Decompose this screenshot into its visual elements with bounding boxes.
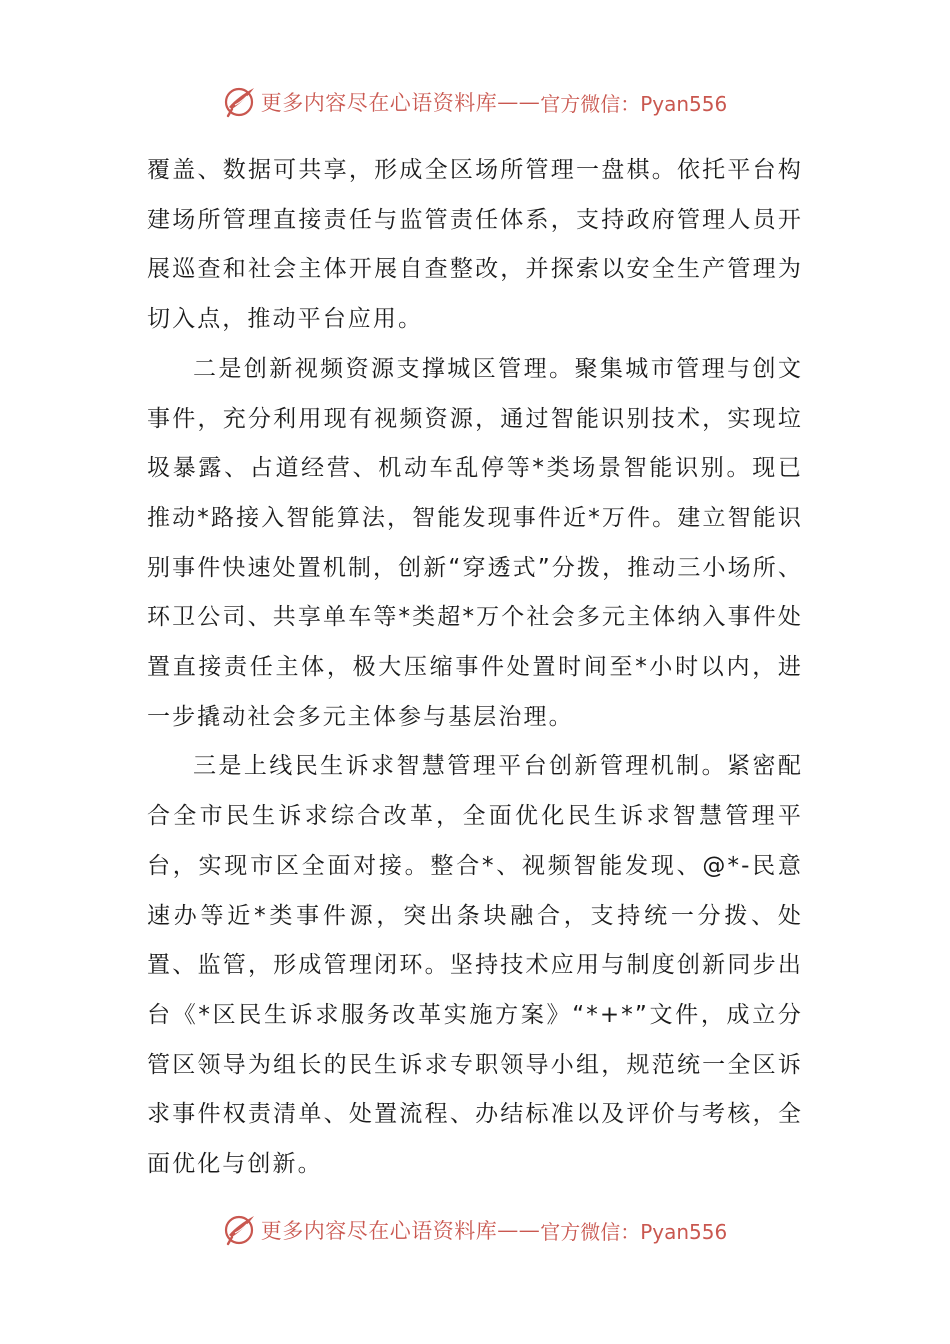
watermark-main-text: 更多内容尽在心语资料库	[260, 91, 498, 115]
quill-logo-icon	[223, 85, 257, 119]
document-body	[147, 146, 803, 1190]
watermark-dash: ——	[497, 1218, 541, 1242]
watermark-main-text: 更多内容尽在心语资料库	[260, 1219, 498, 1243]
paragraph-3: 三是上线民生诉求智慧管理平台创新管理机制。紧密配合全市民生诉求综合改革，全面优化民生诉求智慧管理平台，实现市区全面对接。整合*、视频智能发现、@*-民意速办等近*类事件源，突出条块融合，支持统一分拨、处置、监管，形成管理闭环。坚持技术应用与制度创新同步出台《*区民生诉求服务改革实施方案》“*+*”文件，成立分管区领导为组长的民生诉求专职领导小组，规范统一全区诉求事件权责清单、处置流程、办结标准以及评价与考核，全面优化与创新。	[147, 753, 803, 1178]
watermark-sub-text: 官方微信：Pyan556	[540, 91, 728, 116]
watermark-dash: ——	[497, 90, 541, 114]
header-watermark	[0, 82, 950, 122]
paragraph-2: 二是创新视频资源支撑城区管理。聚集城市管理与创文事件，充分利用现有视频资源，通过智能识别技术，实现垃圾暴露、占道经营、机动车乱停等*类场景智能识别。现已推动*路接入智能算法，智能发现事件近*万件。建立智能识别事件快速处置机制，创新“穿透式”分拨，推动三小场所、环卫公司、共享单车等*类超*万个社会多元主体纳入事件处置直接责任主体，极大压缩事件处置时间至*小时以内，进一步撬动社会多元主体参与基层治理。	[147, 355, 803, 730]
footer-watermark	[0, 1210, 950, 1250]
paragraph-1: 覆盖、数据可共享，形成全区场所管理一盘棋。依托平台构建场所管理直接责任与监管责任体系，支持政府管理人员开展巡查和社会主体开展自查整改，并探索以安全生产管理为切入点，推动平台应用。	[147, 157, 803, 333]
watermark-sub-text: 官方微信：Pyan556	[540, 1219, 728, 1244]
quill-logo-icon	[223, 1213, 257, 1247]
